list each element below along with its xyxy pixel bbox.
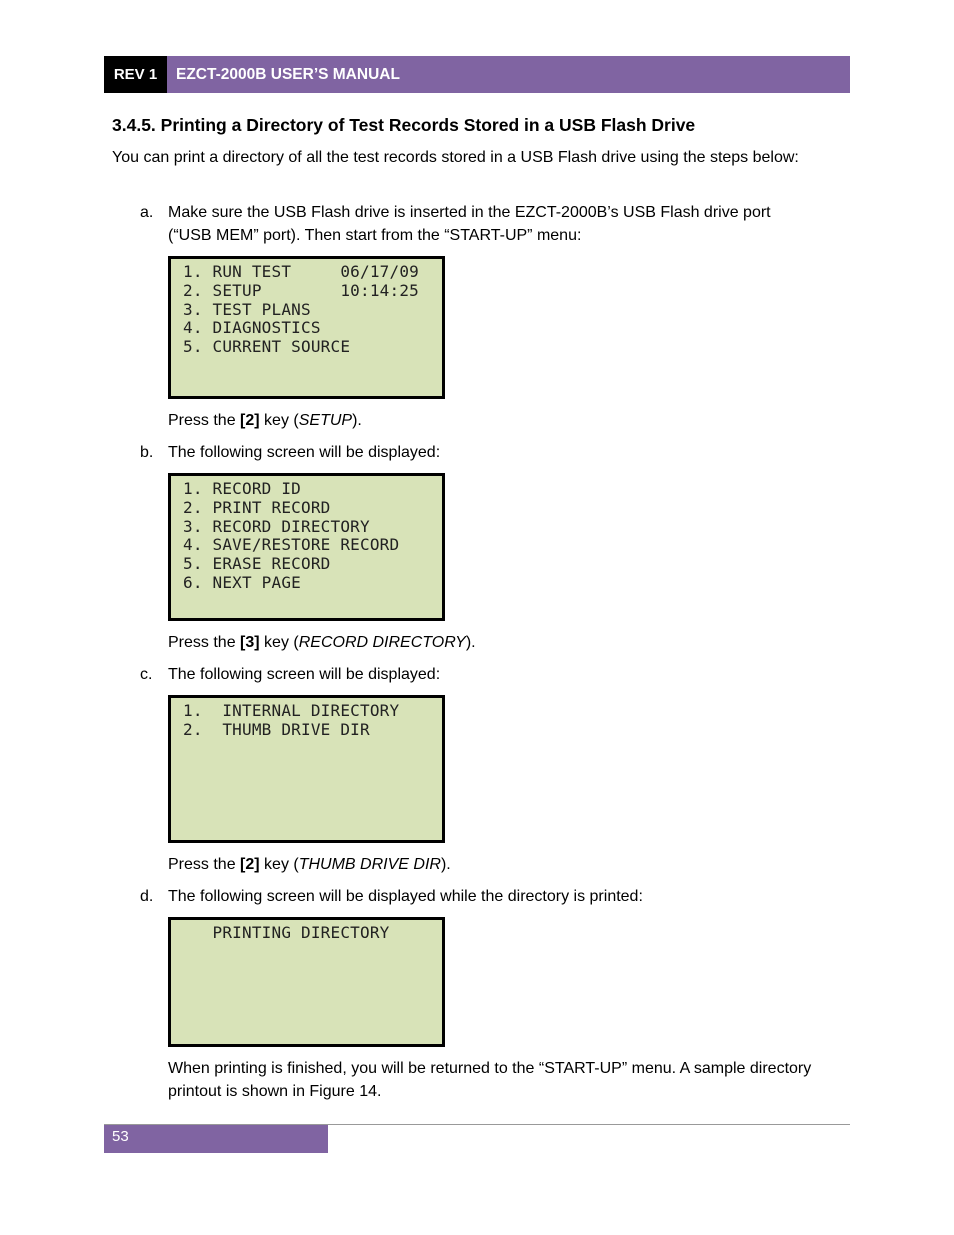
step-c-instruction [168, 853, 451, 876]
step-a-instruction [168, 409, 362, 432]
key-label: [3] [240, 634, 260, 651]
step-d-text: The following screen will be displayed while the directory is printed: [168, 888, 643, 905]
lcd-screen-startup-menu [168, 256, 445, 399]
lcd-line: 3. RECORD DIRECTORY [183, 516, 370, 536]
instruction-suffix: ). [440, 856, 451, 873]
lcd-line: 2. SETUP 10:14:25 [183, 280, 419, 300]
lcd-line: 2. THUMB DRIVE DIR [183, 719, 370, 739]
lcd-line: 3. TEST PLANS [183, 299, 311, 319]
key-function-name: SETUP [298, 412, 353, 429]
key-function-name: RECORD DIRECTORY [298, 634, 466, 651]
lcd-line: 1. RECORD ID [183, 479, 301, 498]
page-number: 53 [104, 1125, 328, 1153]
step-c-text: The following screen will be displayed: [168, 666, 441, 683]
step-b-letter: b. [140, 444, 154, 461]
step-b-text: The following screen will be displayed: [168, 444, 441, 461]
instruction-suffix: ). [465, 634, 476, 651]
lcd-line: 5. ERASE RECORD [183, 554, 331, 574]
lcd-line: 2. PRINT RECORD [183, 497, 331, 517]
lcd-line: 1. INTERNAL DIRECTORY [183, 701, 400, 720]
lcd-screen-printing [168, 917, 445, 1047]
instruction-prefix: Press the [168, 634, 241, 651]
closing-paragraph: When printing is finished, you will be returned to the “START-UP” menu. A sample directory printout is shown in Figure 14. [168, 1060, 812, 1100]
lcd-screen-setup-menu [168, 473, 445, 621]
header-bar [104, 56, 850, 93]
instruction-mid: key ( [259, 856, 299, 873]
step-b-instruction [168, 631, 476, 654]
key-function-name: THUMB DRIVE DIR [298, 856, 441, 873]
section-heading: 3.4.5. Printing a Directory of Test Records Stored in a USB Flash Drive [112, 115, 696, 135]
key-label: [2] [240, 856, 260, 873]
lcd-screen-directory-menu [168, 695, 445, 843]
key-label: [2] [240, 412, 260, 429]
step-a-letter: a. [140, 204, 154, 221]
intro-paragraph: You can print a directory of all the test records stored in a USB Flash drive using the steps below: [112, 149, 799, 166]
instruction-suffix: ). [352, 412, 362, 429]
lcd-line: PRINTING DIRECTORY [183, 923, 390, 942]
step-d-letter: d. [140, 888, 154, 905]
revision-label: REV 1 [104, 56, 167, 93]
instruction-mid: key ( [259, 634, 299, 651]
instruction-prefix: Press the [168, 412, 241, 429]
lcd-line: 5. CURRENT SOURCE [183, 337, 351, 357]
lcd-line: 4. SAVE/RESTORE RECORD [183, 535, 400, 555]
manual-title: EZCT-2000B USER’S MANUAL [176, 66, 400, 83]
step-a-text: Make sure the USB Flash drive is inserted in the EZCT-2000B’s USB Flash drive port (“USB MEM” port). Then start from the “START-UP” menu: [168, 204, 771, 244]
instruction-mid: key ( [259, 412, 299, 429]
lcd-line: 1. RUN TEST 06/17/09 [183, 262, 419, 281]
lcd-line: 6. NEXT PAGE [183, 572, 301, 592]
lcd-line: 4. DIAGNOSTICS [183, 318, 321, 338]
step-c-letter: c. [140, 666, 153, 683]
instruction-prefix: Press the [168, 856, 241, 873]
